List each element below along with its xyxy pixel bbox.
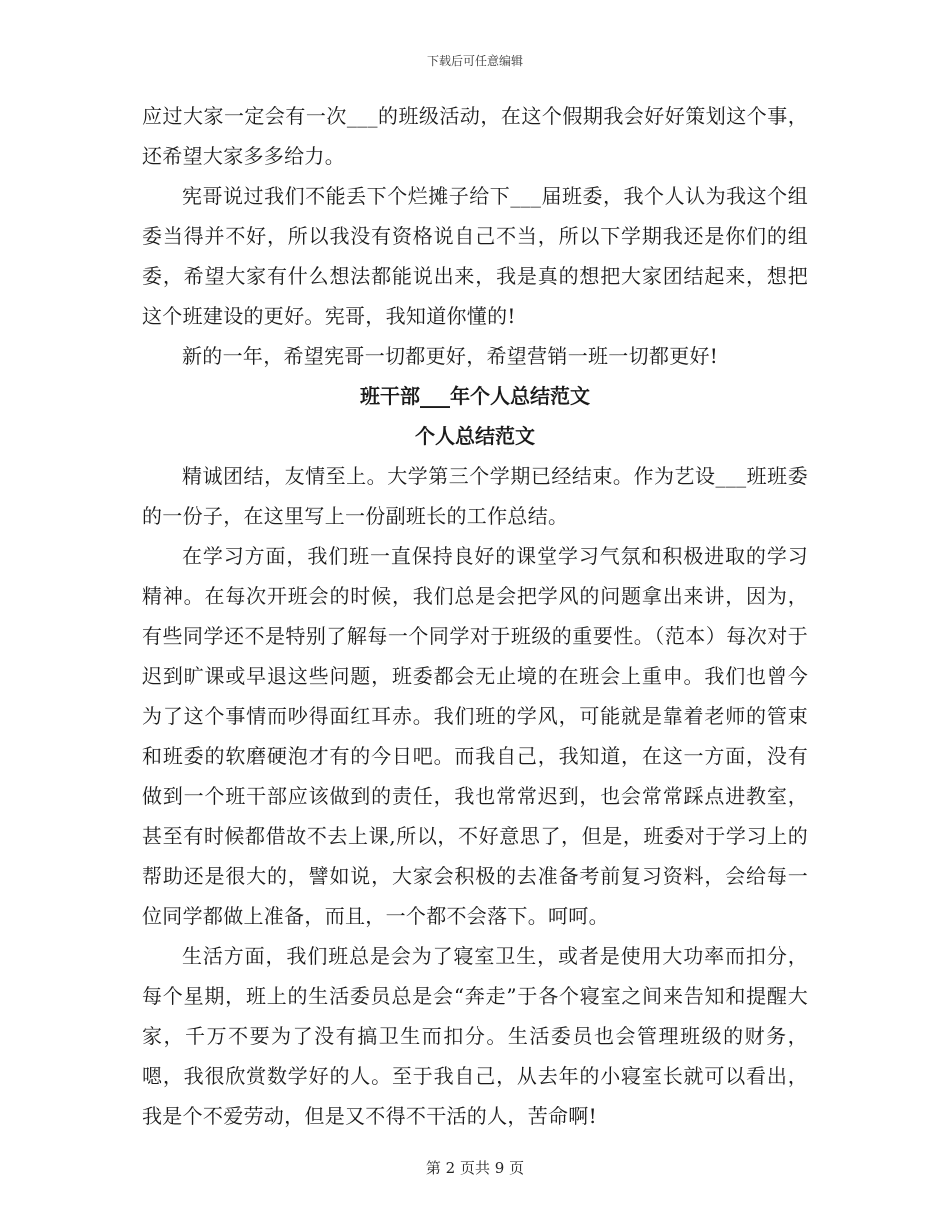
document-body (142, 96, 808, 1136)
paragraph: 在学习方面，我们班一直保持良好的课堂学习气氛和积极进取的学习精神。在每次开班会的时候，我们总是会把学风的问题拿出来讲，因为，有些同学还不是特别了解每一个同学对于班级的重要性。（范本）每次对于迟到旷课或早退这些问题，班委都会无止境的在班会上重申。我们也曾今为了这个事情而吵得面红耳赤。我们班的学风，可能就是靠着老师的管束和班委的软磨硬泡才有的今日吧。而我自己，我知道，在这一方面，没有做到一个班干部应该做到的责任，我也常常迟到，也会常常踩点进教室，甚至有时候都借故不去上课,所以，不好意思了，但是，班委对于学习上的帮助还是很大的，譬如说，大家会积极的去准备考前复习资料，会给每一位同学都做上准备，而且，一个都不会落下。呵呵。 (142, 544, 808, 928)
section-title: 班干部___年个人总结范文 (360, 384, 590, 408)
page-header: 下载后可任意编辑 (426, 54, 523, 68)
section-subtitle: 个人总结范文 (415, 424, 535, 448)
page-number: 第 2 页共 9 页 (425, 1159, 525, 1177)
paragraph: 精诚团结，友情至上。大学第三个学期已经结束。作为艺设___班班委的一份子，在这里写上一份副班长的工作总结。 (142, 464, 808, 528)
paragraph: 宪哥说过我们不能丢下个烂摊子给下___届班委，我个人认为我这个组委当得并不好，所以我没有资格说自己不当，所以下学期我还是你们的组委，希望大家有什么想法都能说出来，我是真的想把大家团结起来，想把这个班建设的更好。宪哥，我知道你懂的! (142, 184, 808, 328)
paragraph: 应过大家一定会有一次___的班级活动，在这个假期我会好好策划这个事，还希望大家多多给力。 (142, 104, 808, 168)
paragraph: 生活方面，我们班总是会为了寝室卫生，或者是使用大功率而扣分，每个星期，班上的生活委员总是会“奔走”于各个寝室之间来告知和提醒大家，千万不要为了没有搞卫生而扣分。生活委员也会管理班级的财务，嗯，我很欣赏数学好的人。至于我自己，从去年的小寝室长就可以看出，我是个不爱劳动，但是又不得不干活的人，苦命啊! (142, 944, 808, 1128)
paragraph: 新的一年，希望宪哥一切都更好，希望营销一班一切都更好! (182, 344, 719, 368)
